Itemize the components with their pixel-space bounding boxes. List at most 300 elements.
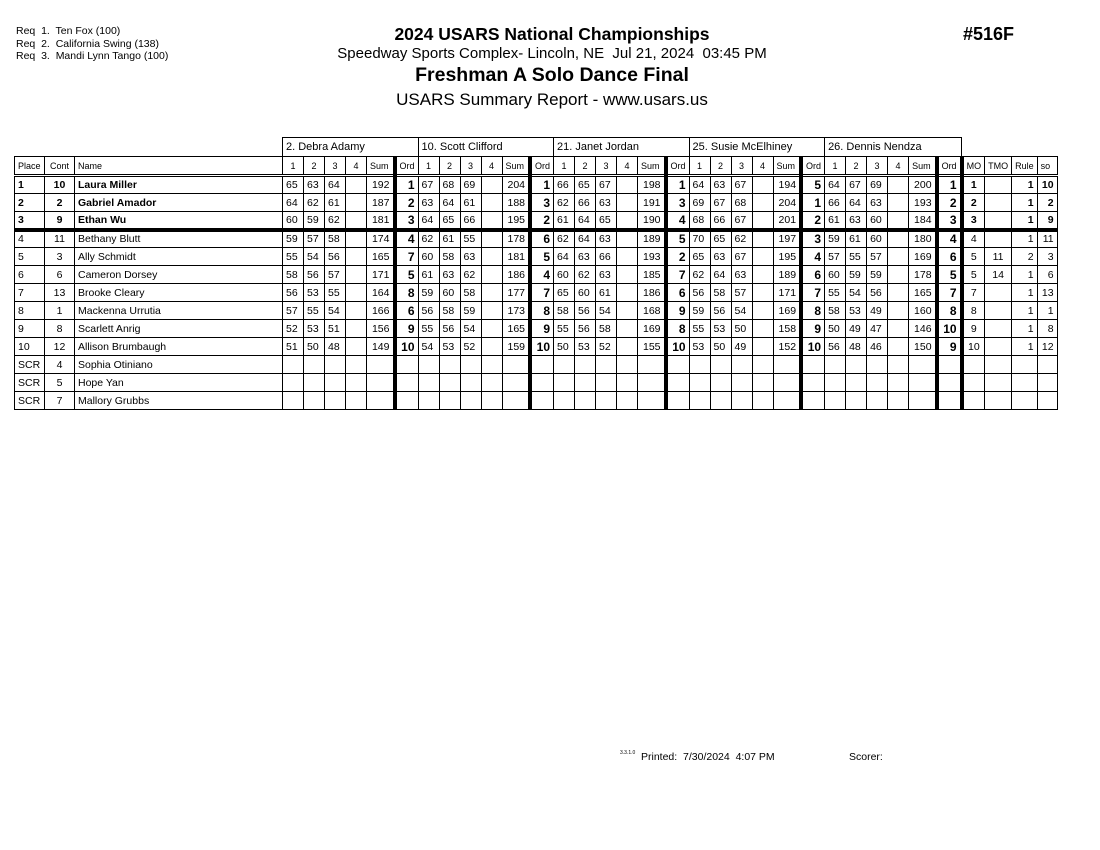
score-cell xyxy=(554,356,575,374)
sum-cell: 168 xyxy=(638,302,666,320)
ordinal-cell: 5 xyxy=(801,176,825,194)
score-cell: 50 xyxy=(731,320,752,338)
score-cell xyxy=(481,176,502,194)
score-cell xyxy=(325,356,346,374)
score-cell xyxy=(481,284,502,302)
mo-cell xyxy=(962,356,985,374)
ordinal-cell: 6 xyxy=(530,230,554,248)
sum-cell: 177 xyxy=(502,284,530,302)
place-cell: 6 xyxy=(15,266,45,284)
cont-cell: 10 xyxy=(45,176,75,194)
score-cell xyxy=(418,374,439,392)
score-cell: 50 xyxy=(710,338,731,356)
place-cell: SCR xyxy=(15,374,45,392)
competition-title: 2024 USARS National Championships xyxy=(394,24,710,44)
score-cell xyxy=(888,374,909,392)
name-cell: Mackenna Urrutia xyxy=(75,302,283,320)
score-cell xyxy=(481,320,502,338)
score-cell: 66 xyxy=(710,212,731,230)
score-cell: 61 xyxy=(554,212,575,230)
score-cell: 60 xyxy=(867,212,888,230)
score-cell: 52 xyxy=(283,320,304,338)
col-cont: Cont xyxy=(45,157,75,176)
sum-cell: 165 xyxy=(502,320,530,338)
col-judge-2: 2 xyxy=(710,157,731,176)
score-cell: 58 xyxy=(283,266,304,284)
rule-cell: 1 xyxy=(1012,212,1038,230)
score-cell xyxy=(888,230,909,248)
column-header-row xyxy=(15,157,1058,176)
ordinal-cell: 10 xyxy=(395,338,419,356)
sum-cell xyxy=(773,392,801,410)
score-cell: 60 xyxy=(554,266,575,284)
score-cell: 64 xyxy=(575,212,596,230)
blank-cell xyxy=(15,138,283,157)
so-cell: 10 xyxy=(1037,176,1057,194)
score-cell xyxy=(481,356,502,374)
ordinal-cell: 5 xyxy=(937,266,962,284)
result-row xyxy=(15,338,1058,356)
score-cell xyxy=(460,356,481,374)
score-cell xyxy=(846,356,867,374)
cont-cell: 8 xyxy=(45,320,75,338)
score-cell: 55 xyxy=(460,230,481,248)
sum-cell: 200 xyxy=(909,176,937,194)
rule-cell: 1 xyxy=(1012,230,1038,248)
cont-cell: 5 xyxy=(45,374,75,392)
score-cell xyxy=(346,176,367,194)
score-cell xyxy=(325,392,346,410)
blank-cell xyxy=(962,138,1058,157)
sum-cell xyxy=(909,356,937,374)
venue-datetime: Speedway Sports Complex- Lincoln, NE Jul 21, 2024 03:45 PM xyxy=(337,45,767,62)
score-cell xyxy=(888,302,909,320)
score-cell xyxy=(346,230,367,248)
mo-cell: 7 xyxy=(962,284,985,302)
sum-cell xyxy=(367,392,395,410)
score-cell: 61 xyxy=(596,284,617,302)
score-cell xyxy=(867,374,888,392)
sum-cell: 204 xyxy=(502,176,530,194)
col-judge-2: 2 xyxy=(304,157,325,176)
rule-cell: 2 xyxy=(1012,248,1038,266)
so-cell: 9 xyxy=(1037,212,1057,230)
score-cell xyxy=(617,320,638,338)
so-cell: 13 xyxy=(1037,284,1057,302)
score-cell: 68 xyxy=(731,194,752,212)
rule-cell: 1 xyxy=(1012,302,1038,320)
score-cell xyxy=(752,212,773,230)
sum-cell: 156 xyxy=(367,320,395,338)
ordinal-cell xyxy=(801,374,825,392)
score-cell: 57 xyxy=(867,248,888,266)
score-cell: 62 xyxy=(575,266,596,284)
score-cell xyxy=(346,338,367,356)
sum-cell: 184 xyxy=(909,212,937,230)
cont-cell: 9 xyxy=(45,212,75,230)
score-cell xyxy=(888,338,909,356)
score-cell xyxy=(825,374,846,392)
sum-cell: 189 xyxy=(638,230,666,248)
cont-cell: 6 xyxy=(45,266,75,284)
tmo-cell xyxy=(985,176,1012,194)
ordinal-cell: 7 xyxy=(530,284,554,302)
score-cell: 56 xyxy=(825,338,846,356)
score-cell xyxy=(752,266,773,284)
cont-cell: 11 xyxy=(45,230,75,248)
ordinal-cell: 3 xyxy=(395,212,419,230)
col-judge-3: 3 xyxy=(731,157,752,176)
col-judge-ord: Ord xyxy=(801,157,825,176)
cont-cell: 12 xyxy=(45,338,75,356)
score-cell: 69 xyxy=(689,194,710,212)
name-cell: Ally Schmidt xyxy=(75,248,283,266)
score-cell xyxy=(439,392,460,410)
col-tmo: TMO xyxy=(985,157,1012,176)
sum-cell: 181 xyxy=(367,212,395,230)
tmo-cell: 11 xyxy=(985,248,1012,266)
ordinal-cell xyxy=(530,356,554,374)
col-judge-2: 2 xyxy=(575,157,596,176)
score-cell: 64 xyxy=(325,176,346,194)
score-cell xyxy=(346,248,367,266)
report-title: USARS Summary Report - www.usars.us xyxy=(396,90,708,109)
place-cell: 2 xyxy=(15,194,45,212)
ordinal-cell: 7 xyxy=(937,284,962,302)
score-cell xyxy=(346,356,367,374)
score-cell: 56 xyxy=(418,302,439,320)
score-cell xyxy=(731,356,752,374)
sum-cell xyxy=(638,356,666,374)
sum-cell: 188 xyxy=(502,194,530,212)
tmo-cell xyxy=(985,338,1012,356)
sum-cell: 169 xyxy=(773,302,801,320)
ordinal-cell: 7 xyxy=(395,248,419,266)
name-cell: Allison Brumbaugh xyxy=(75,338,283,356)
sum-cell xyxy=(367,374,395,392)
score-cell: 70 xyxy=(689,230,710,248)
place-cell: 1 xyxy=(15,176,45,194)
place-cell: 7 xyxy=(15,284,45,302)
score-cell xyxy=(481,302,502,320)
tmo-cell: 14 xyxy=(985,266,1012,284)
score-cell: 63 xyxy=(575,248,596,266)
sum-cell: 193 xyxy=(909,194,937,212)
sum-cell xyxy=(502,392,530,410)
sum-cell: 169 xyxy=(909,248,937,266)
ordinal-cell xyxy=(395,374,419,392)
score-cell: 48 xyxy=(846,338,867,356)
score-cell: 65 xyxy=(439,212,460,230)
sum-cell: 181 xyxy=(502,248,530,266)
score-cell xyxy=(752,356,773,374)
ordinal-cell: 10 xyxy=(801,338,825,356)
results-table xyxy=(14,137,1058,410)
ordinal-cell: 4 xyxy=(801,248,825,266)
score-cell: 63 xyxy=(304,176,325,194)
sum-cell: 187 xyxy=(367,194,395,212)
sum-cell: 165 xyxy=(909,284,937,302)
software-version: 3.3.1.0 xyxy=(620,750,636,756)
score-cell xyxy=(710,374,731,392)
score-cell xyxy=(731,392,752,410)
col-place: Place xyxy=(15,157,45,176)
so-cell xyxy=(1037,374,1057,392)
score-cell: 61 xyxy=(418,266,439,284)
ordinal-cell: 4 xyxy=(395,230,419,248)
col-judge-ord: Ord xyxy=(666,157,690,176)
score-cell: 64 xyxy=(439,194,460,212)
mo-cell: 9 xyxy=(962,320,985,338)
score-cell: 53 xyxy=(304,320,325,338)
rule-cell: 1 xyxy=(1012,176,1038,194)
mo-cell: 5 xyxy=(962,266,985,284)
col-so: so xyxy=(1037,157,1057,176)
score-cell xyxy=(575,356,596,374)
col-judge-4: 4 xyxy=(346,157,367,176)
score-cell: 58 xyxy=(825,302,846,320)
score-cell: 58 xyxy=(439,302,460,320)
score-cell xyxy=(888,212,909,230)
scorer-label: Scorer: xyxy=(849,751,883,763)
score-cell xyxy=(689,392,710,410)
score-cell: 61 xyxy=(325,194,346,212)
score-cell: 58 xyxy=(439,248,460,266)
score-cell: 55 xyxy=(325,284,346,302)
score-cell: 63 xyxy=(460,248,481,266)
place-cell: SCR xyxy=(15,392,45,410)
sum-cell: 185 xyxy=(638,266,666,284)
score-cell: 64 xyxy=(418,212,439,230)
ordinal-cell xyxy=(801,356,825,374)
score-cell: 64 xyxy=(846,194,867,212)
score-cell xyxy=(575,392,596,410)
sum-cell: 149 xyxy=(367,338,395,356)
place-cell: 4 xyxy=(15,230,45,248)
place-cell: SCR xyxy=(15,356,45,374)
result-row xyxy=(15,320,1058,338)
score-cell: 61 xyxy=(825,212,846,230)
col-name: Name xyxy=(75,157,283,176)
score-cell: 62 xyxy=(689,266,710,284)
score-cell xyxy=(481,194,502,212)
score-cell: 59 xyxy=(867,266,888,284)
sum-cell xyxy=(638,374,666,392)
name-cell: Mallory Grubbs xyxy=(75,392,283,410)
score-cell: 53 xyxy=(439,338,460,356)
score-cell xyxy=(481,392,502,410)
ordinal-cell: 5 xyxy=(666,230,690,248)
score-cell xyxy=(825,392,846,410)
ordinal-cell: 9 xyxy=(395,320,419,338)
name-cell: Hope Yan xyxy=(75,374,283,392)
score-cell: 67 xyxy=(731,176,752,194)
cont-cell: 3 xyxy=(45,248,75,266)
score-cell: 64 xyxy=(554,248,575,266)
score-cell: 50 xyxy=(304,338,325,356)
score-cell: 64 xyxy=(825,176,846,194)
result-row xyxy=(15,374,1058,392)
result-row xyxy=(15,302,1058,320)
ordinal-cell: 2 xyxy=(937,194,962,212)
score-cell: 57 xyxy=(304,230,325,248)
score-cell xyxy=(617,284,638,302)
score-cell xyxy=(888,176,909,194)
ordinal-cell: 3 xyxy=(666,194,690,212)
score-cell xyxy=(481,230,502,248)
sum-cell xyxy=(909,392,937,410)
so-cell xyxy=(1037,392,1057,410)
sum-cell: 171 xyxy=(367,266,395,284)
score-cell xyxy=(752,302,773,320)
so-cell: 1 xyxy=(1037,302,1057,320)
score-cell: 63 xyxy=(596,230,617,248)
score-cell xyxy=(554,392,575,410)
ordinal-cell xyxy=(666,374,690,392)
sum-cell: 164 xyxy=(367,284,395,302)
ordinal-cell: 2 xyxy=(395,194,419,212)
tmo-cell xyxy=(985,374,1012,392)
mo-cell: 8 xyxy=(962,302,985,320)
score-cell xyxy=(888,266,909,284)
sum-cell: 152 xyxy=(773,338,801,356)
ordinal-cell: 9 xyxy=(937,338,962,356)
score-cell: 50 xyxy=(554,338,575,356)
ordinal-cell: 9 xyxy=(801,320,825,338)
score-cell: 65 xyxy=(689,248,710,266)
col-judge-1: 1 xyxy=(825,157,846,176)
sum-cell xyxy=(773,374,801,392)
score-cell: 66 xyxy=(460,212,481,230)
ordinal-cell: 2 xyxy=(666,248,690,266)
cont-cell: 7 xyxy=(45,392,75,410)
score-cell: 65 xyxy=(283,176,304,194)
sum-cell: 169 xyxy=(638,320,666,338)
ordinal-cell: 9 xyxy=(530,320,554,338)
ordinal-cell: 8 xyxy=(801,302,825,320)
ordinal-cell: 10 xyxy=(666,338,690,356)
ordinal-cell xyxy=(666,392,690,410)
col-judge-4: 4 xyxy=(752,157,773,176)
name-cell: Cameron Dorsey xyxy=(75,266,283,284)
result-row xyxy=(15,284,1058,302)
score-cell: 56 xyxy=(304,266,325,284)
score-cell xyxy=(481,212,502,230)
score-cell xyxy=(752,284,773,302)
ordinal-cell: 2 xyxy=(801,212,825,230)
score-cell: 62 xyxy=(418,230,439,248)
score-cell xyxy=(418,356,439,374)
tmo-cell xyxy=(985,320,1012,338)
score-cell xyxy=(346,320,367,338)
score-cell: 55 xyxy=(418,320,439,338)
score-cell xyxy=(283,374,304,392)
score-cell xyxy=(888,194,909,212)
name-cell: Brooke Cleary xyxy=(75,284,283,302)
ordinal-cell: 4 xyxy=(666,212,690,230)
score-cell: 47 xyxy=(867,320,888,338)
score-cell: 54 xyxy=(460,320,481,338)
sum-cell: 194 xyxy=(773,176,801,194)
sum-cell: 193 xyxy=(638,248,666,266)
score-cell: 54 xyxy=(325,302,346,320)
score-cell xyxy=(617,392,638,410)
score-cell: 50 xyxy=(825,320,846,338)
sum-cell: 189 xyxy=(773,266,801,284)
score-cell xyxy=(825,356,846,374)
tmo-cell xyxy=(985,284,1012,302)
ordinal-cell: 1 xyxy=(530,176,554,194)
tmo-cell xyxy=(985,356,1012,374)
score-cell: 63 xyxy=(596,194,617,212)
score-cell: 59 xyxy=(283,230,304,248)
score-cell xyxy=(304,356,325,374)
score-cell: 49 xyxy=(731,338,752,356)
ordinal-cell xyxy=(801,392,825,410)
score-cell: 67 xyxy=(596,176,617,194)
score-cell xyxy=(596,392,617,410)
score-cell xyxy=(346,194,367,212)
cont-cell: 2 xyxy=(45,194,75,212)
col-judge-sum: Sum xyxy=(638,157,666,176)
score-cell: 67 xyxy=(731,212,752,230)
score-cell: 68 xyxy=(439,176,460,194)
score-cell xyxy=(346,284,367,302)
ordinal-cell: 5 xyxy=(530,248,554,266)
score-cell: 64 xyxy=(283,194,304,212)
col-judge-2: 2 xyxy=(846,157,867,176)
score-cell xyxy=(752,374,773,392)
score-cell xyxy=(346,266,367,284)
score-cell: 49 xyxy=(867,302,888,320)
ordinal-cell: 10 xyxy=(530,338,554,356)
col-judge-1: 1 xyxy=(418,157,439,176)
col-judge-3: 3 xyxy=(596,157,617,176)
score-cell xyxy=(418,392,439,410)
score-cell: 56 xyxy=(867,284,888,302)
score-cell: 57 xyxy=(825,248,846,266)
event-number: #516F xyxy=(963,24,1015,44)
col-rule: Rule xyxy=(1012,157,1038,176)
name-cell: Scarlett Anrig xyxy=(75,320,283,338)
ordinal-cell: 3 xyxy=(530,194,554,212)
score-cell xyxy=(731,374,752,392)
result-row xyxy=(15,176,1058,194)
score-cell xyxy=(346,212,367,230)
mo-cell: 2 xyxy=(962,194,985,212)
score-cell: 51 xyxy=(325,320,346,338)
score-cell: 55 xyxy=(825,284,846,302)
so-cell xyxy=(1037,356,1057,374)
score-cell: 69 xyxy=(867,176,888,194)
score-cell: 59 xyxy=(846,266,867,284)
judge-name: 26. Dennis Nendza xyxy=(825,138,962,157)
mo-cell xyxy=(962,392,985,410)
ordinal-cell: 8 xyxy=(666,320,690,338)
requirement-item: Req 1. Ten Fox (100) xyxy=(16,25,121,37)
tmo-cell xyxy=(985,230,1012,248)
score-cell: 56 xyxy=(710,302,731,320)
judge-name: 2. Debra Adamy xyxy=(283,138,419,157)
score-cell: 54 xyxy=(731,302,752,320)
place-cell: 5 xyxy=(15,248,45,266)
score-cell xyxy=(888,392,909,410)
score-cell: 56 xyxy=(439,320,460,338)
col-judge-sum: Sum xyxy=(909,157,937,176)
col-judge-sum: Sum xyxy=(773,157,801,176)
score-cell xyxy=(617,338,638,356)
col-judge-1: 1 xyxy=(554,157,575,176)
